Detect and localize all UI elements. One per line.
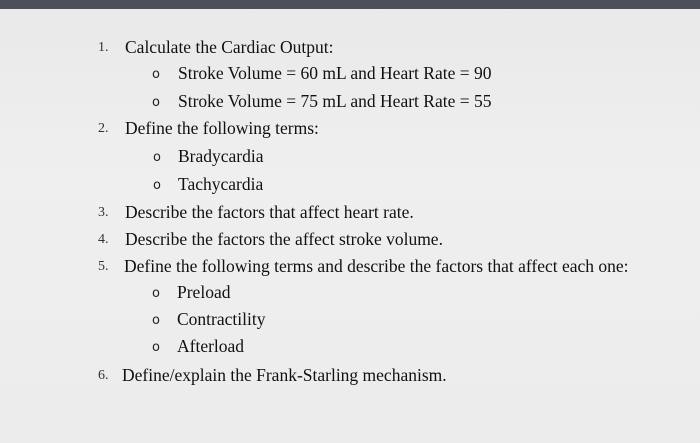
subitem-text: Tachycardia [178, 174, 264, 194]
subitem-text: Stroke Volume = 60 mL and Heart Rate = 90 [178, 63, 492, 83]
subitem-text: Contractility [177, 309, 266, 329]
bullet-icon: o [152, 286, 160, 301]
question-text: Define the following terms and describe the factors that affect each one: [124, 256, 629, 276]
question-number: 3. [98, 205, 109, 220]
subitem-text: Preload [177, 282, 231, 302]
question-number: 5. [98, 259, 109, 274]
question-number: 4. [98, 232, 109, 247]
bullet-icon: o [153, 150, 161, 165]
bullet-icon: o [152, 67, 160, 82]
question-text: Describe the factors that affect heart rate. [125, 202, 414, 222]
question-text: Calculate the Cardiac Output: [125, 37, 334, 57]
question-text: Define the following terms: [125, 118, 319, 138]
question-text: Define/explain the Frank-Starling mechanism. [122, 365, 447, 385]
question-number: 6. [98, 368, 109, 383]
subitem-text: Stroke Volume = 75 mL and Heart Rate = 55 [178, 91, 492, 111]
subitem-text: Bradycardia [178, 146, 264, 166]
bullet-icon: o [153, 178, 161, 193]
subitem-text: Afterload [177, 336, 245, 356]
bullet-icon: o [152, 313, 160, 328]
bullet-icon: o [152, 340, 160, 355]
question-text: Describe the factors the affect stroke volume. [125, 229, 443, 249]
bullet-icon: o [152, 95, 160, 110]
question-number: 2. [98, 121, 109, 136]
question-number: 1. [98, 40, 109, 55]
top-edge-band [0, 0, 700, 9]
